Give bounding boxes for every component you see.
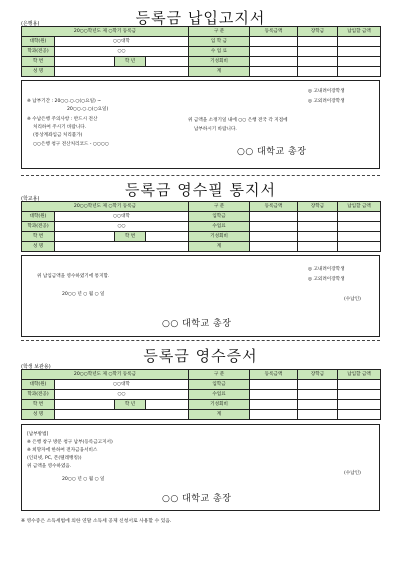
receipt-title: 등록금 영수증서 [143, 347, 258, 365]
notice-period-line2: 20○○.○.○(○요일) [67, 107, 109, 112]
notice-dept-value: ○○ [55, 47, 189, 57]
notice-bank-note3: (통상계좌입금 처리불가) [33, 133, 83, 138]
receipt-stamp: (수납인) [344, 471, 361, 476]
receipt-president: ○○ 대학교 총장 [162, 494, 232, 504]
receipt-notice-check2: ◎ 고외려이장학생 [308, 277, 345, 282]
notice-dept-label: 학과(전공) [22, 47, 55, 57]
receipt-header-scholarship: 장학금 [298, 370, 338, 380]
receipt-dept-value: ○○ [55, 390, 189, 400]
receipt-notice-name-label: 성 명 [22, 242, 55, 252]
receipt-notice-header-category: 구 분 [189, 202, 250, 212]
receipt-section [21, 340, 380, 515]
receipt-method1: ※ 은행 창구 방문 청구 납부(등록금고지서) [27, 440, 113, 445]
receipt-notice-term: 20○○학년도 제 ○학기 등록금 [22, 202, 189, 212]
receipt-notice-row-tuition: 수업료 [189, 222, 250, 232]
receipt-row-fee: 기성회비 [189, 400, 250, 410]
notice-request2: 납부하시기 바랍니다. [194, 127, 237, 132]
notice-header-category: 구 분 [189, 27, 250, 37]
receipt-grade-label: 학 년 [115, 400, 146, 410]
notice-bank-note2: 처리하여 주시기 바랍니다. [33, 125, 87, 130]
notice-college-value: ○○대학 [55, 37, 189, 47]
receipt-notice-title: 등록금 영수필 통지서 [125, 181, 276, 199]
receipt-notice-college-value: ○○대학 [55, 212, 189, 222]
receipt-term: 20○○학년도 제 ○학기 등록금 [22, 370, 189, 380]
receipt-notice-info-box [21, 255, 380, 337]
receipt-header-amount: 등록금액 [250, 370, 298, 380]
notice-table [21, 26, 381, 77]
receipt-notice-row-fee: 기성회비 [189, 232, 250, 242]
receipt-method-title: [납부방법] [27, 432, 49, 437]
receipt-row-admission: 입학금 [189, 380, 250, 390]
notice-president: ○○ 대학교 총장 [237, 147, 307, 157]
payment-notice-section [21, 0, 380, 175]
notice-header-amount: 등록금액 [250, 27, 298, 37]
receipt-statement: 위 금액을 영수하였음. [27, 464, 72, 469]
notice-row-total: 계 [189, 67, 250, 77]
receipt-notice-statement: 위 납입금액을 영수하였기에 통지함. [37, 274, 110, 279]
notice-copy-label: (은행용) [21, 21, 40, 27]
receipt-dept-label: 학과(전공) [22, 390, 55, 400]
receipt-notice-college-label: 대학(원) [22, 212, 55, 222]
notice-check1: ◎ 고내려이장학생 [308, 89, 345, 94]
notice-info-box [21, 80, 380, 169]
notice-header-payable: 납입할 금액 [338, 27, 381, 37]
notice-term: 20○○학년도 제 ○학기 등록금 [22, 27, 189, 37]
receipt-method3: (인터넷, PC, 폰(텔레뱅킹)) [27, 456, 82, 461]
receipt-notice-student-id-label: 학 번 [22, 232, 55, 242]
notice-check2: ◎ 고외려이장학생 [308, 99, 345, 104]
notice-row-admission: 입 학 금 [189, 37, 250, 47]
receipt-row-tuition: 수업료 [189, 390, 250, 400]
receipt-student-id-label: 학 번 [22, 400, 55, 410]
notice-request: 위 금액을 소정기일 내에 ○○ 은행 전국 각 지점에 [188, 118, 288, 123]
notice-title: 등록금 납입고지서 [135, 9, 266, 27]
receipt-name-label: 성 명 [22, 410, 55, 420]
receipt-notice-header-payable: 납입할 금액 [338, 202, 381, 212]
receipt-notice-dept-value: ○○ [55, 222, 189, 232]
receipt-notice-table [21, 201, 381, 252]
receipt-copy-label: (학생 보관용) [21, 364, 51, 370]
footnote: ※ 영수증은 소득세법에 의한 연말 소득세 공제 신청서로 사용할 수 있음. [21, 519, 172, 524]
receipt-date: 20○○ 년 ○ 월 ○ 일 [62, 477, 105, 482]
notice-period-line1: ※ 납부기간 : 20○○.○.○(○요일) ~ [27, 99, 102, 104]
receipt-notice-row-admission: 입학금 [189, 212, 250, 222]
receipt-notice-check1: ◎ 고내려이장학생 [308, 267, 345, 272]
notice-student-id-label: 학 번 [22, 57, 55, 67]
notice-row-tuition: 수 업 료 [189, 47, 250, 57]
notice-grade-label: 학 년 [115, 57, 146, 67]
receipt-notice-grade-label: 학 번 [115, 232, 146, 242]
receipt-method2: ※ 희망자에 한하여 전자금융서비스 [27, 448, 98, 453]
receipt-notice-president: ○○ 대학교 총장 [162, 319, 232, 329]
receipt-notice-header-scholarship: 장학금 [298, 202, 338, 212]
receipt-notice-row-total: 계 [189, 242, 250, 252]
receipt-table [21, 369, 381, 420]
receipt-header-payable: 납입할 금액 [338, 370, 381, 380]
notice-college-label: 대학(원) [22, 37, 55, 47]
notice-header-scholarship: 장학금 [298, 27, 338, 37]
notice-bank-note1: ※ 수납은행 주의사항 : 반드시 전산 [27, 117, 98, 122]
receipt-notice-dept-label: 학과(전공) [22, 222, 55, 232]
receipt-notice-date: 20○○ 년 ○ 월 ○ 일 [62, 292, 105, 297]
notice-bank-note4: ○○은행 청구 전산처리코드 - ○○○○ [33, 142, 109, 147]
receipt-info-box [21, 424, 380, 511]
notice-name-label: 성 명 [22, 67, 55, 77]
receipt-notice-header-amount: 등록금액 [250, 202, 298, 212]
receipt-row-total: 계 [189, 410, 250, 420]
receipt-header-category: 구 분 [189, 370, 250, 380]
notice-row-fee: 기성회비 [189, 57, 250, 67]
receipt-notice-section [21, 175, 380, 340]
receipt-notice-stamp: (수납인) [344, 297, 361, 302]
receipt-notice-copy-label: (학교용) [21, 196, 40, 202]
receipt-college-value: ○○대학 [55, 380, 189, 390]
receipt-college-label: 대학(원) [22, 380, 55, 390]
